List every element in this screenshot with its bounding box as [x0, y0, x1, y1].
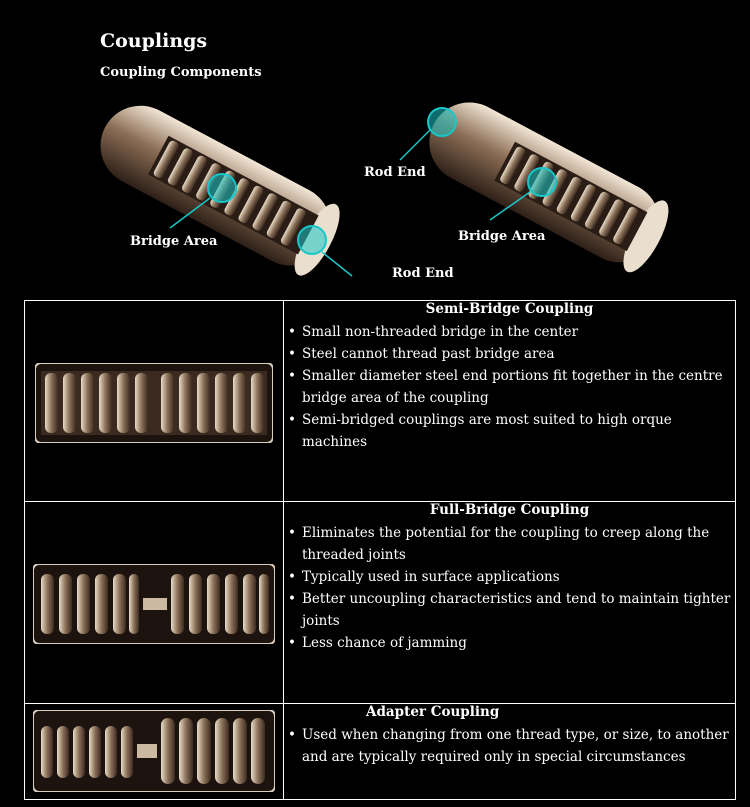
bridge-area-marker: [208, 174, 236, 202]
section-subtitle: Coupling Components: [100, 65, 262, 80]
adapter-description: [284, 704, 736, 800]
list-item: • Used when changing from one thread type, or size, to another and are typically required only in special circumstances: [284, 724, 735, 768]
coupling-diagram-right: [390, 80, 670, 280]
full-bridge-bullets: [284, 522, 735, 654]
full-bridge-image-cell: [25, 502, 284, 704]
list-item: • Better uncoupling characteristics and tend to maintain tighter joints: [284, 588, 735, 632]
bridge-area-marker: [528, 168, 556, 196]
list-item: • Typically used in surface applications: [284, 566, 735, 588]
adapter-heading: Adapter Coupling: [366, 704, 500, 720]
semi-bridge-bullets: [284, 321, 735, 453]
semi-bridge-thread-image: [35, 363, 273, 443]
semi-bridge-image-cell: [25, 301, 284, 502]
coupling-diagram-left: [80, 88, 360, 288]
rod-end-marker: [428, 108, 456, 136]
bridge-area-label-left: Bridge Area: [130, 234, 218, 249]
rod-end-label-right: Rod End: [364, 165, 426, 180]
list-item: • Small non-threaded bridge in the center: [284, 321, 735, 343]
bridge-area-label-right: Bridge Area: [458, 229, 546, 244]
rod-end-marker: [298, 226, 326, 254]
full-bridge-description: [284, 502, 736, 704]
semi-bridge-heading: Semi-Bridge Coupling: [425, 301, 594, 317]
coupling-types-table: [24, 300, 736, 800]
list-item: • Eliminates the potential for the coupling to creep along the threaded joints: [284, 522, 735, 566]
list-item: • Steel cannot thread past bridge area: [284, 343, 735, 365]
list-item: • Smaller diameter steel end portions fit together in the centre bridge area of the coupling: [284, 365, 735, 409]
adapter-image-cell: [25, 704, 284, 800]
full-bridge-heading: Full-Bridge Coupling: [429, 502, 590, 518]
table-row-full-bridge: [25, 502, 736, 704]
full-bridge-thread-image: [33, 564, 275, 644]
page-title: Couplings: [100, 30, 208, 52]
rod-end-label-left: Rod End: [392, 266, 454, 281]
semi-bridge-description: [284, 301, 736, 502]
adapter-thread-image: [33, 710, 275, 792]
table-row-semi-bridge: [25, 301, 736, 502]
table-row-adapter: [25, 704, 736, 800]
list-item: • Semi-bridged couplings are most suited to high orque machines: [284, 409, 735, 453]
list-item: • Less chance of jamming: [284, 632, 735, 654]
adapter-bullets: [284, 724, 735, 768]
